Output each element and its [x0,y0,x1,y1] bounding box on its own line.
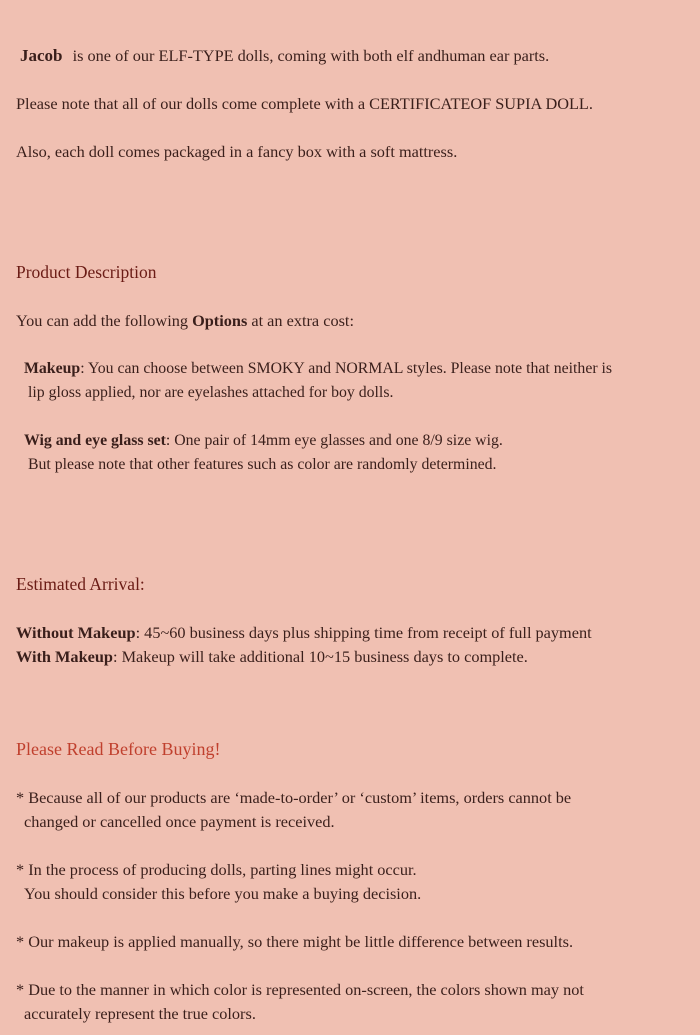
please-read-heading: Please Read Before Buying! [16,739,221,759]
options-line [16,309,354,333]
notice-item-line: * In the process of producing dolls, parting lines might occur. [16,860,417,879]
with-makeup-line [16,645,528,669]
options-word: Options [192,311,248,330]
intro-line-1 [16,44,549,68]
estimated-arrival-heading: Estimated Arrival: [16,574,145,594]
options-post: at an extra cost: [247,311,354,330]
notice-item-line: * Our makeup is applied manually, so there might be little difference between results. [16,932,574,951]
makeup-option-text-1: : You can choose between SMOKY and NORMAL styles. Please note that neither is [80,360,613,377]
notice-item-line: * Due to the manner in which color is represented on-screen, the colors shown may not [16,980,584,999]
notice-item-line: accurately represent the true colors. [24,1004,256,1023]
wig-option-line-2: But please note that other features such as color are randomly determined. [28,456,497,473]
options-pre: You can add the following [16,311,193,330]
notice-item-line: * Because all of our products are ‘made-to-order’ or ‘custom’ items, orders cannot be [16,788,572,807]
intro-text-pre: is one of our [72,46,159,65]
notice-item-line: You should consider this before you make a buying decision. [24,884,422,903]
doll-type: ELF-TYPE [158,46,234,65]
without-makeup-line [16,621,592,645]
doll-name: Jacob [20,46,63,65]
wig-option-label: Wig and eye glass set [24,432,166,449]
with-makeup-text: : Makeup will take additional 10~15 business days to complete. [112,647,528,666]
intro-line-3: Also, each doll comes packaged in a fancy box with a soft mattress. [16,142,458,161]
makeup-option-label: Makeup [24,360,81,377]
product-description-heading: Product Description [16,262,157,282]
without-makeup-label: Without Makeup [16,623,136,642]
wig-option-line-1 [24,429,503,453]
without-makeup-text: : 45~60 business days plus shipping time from receipt of full payment [135,623,592,642]
intro-line-2: Please note that all of our dolls come complete with a CERTIFICATEOF SUPIA DOLL. [16,94,593,113]
notice-item-line: changed or cancelled once payment is received. [24,812,335,831]
makeup-option-line-1 [24,357,612,381]
with-makeup-label: With Makeup [16,647,113,666]
wig-option-text-1: : One pair of 14mm eye glasses and one 8/9 size wig. [165,432,503,449]
makeup-option-line-2: lip gloss applied, nor are eyelashes attached for boy dolls. [28,384,394,401]
intro-text-post: dolls, coming with both elf andhuman ear parts. [233,46,550,65]
